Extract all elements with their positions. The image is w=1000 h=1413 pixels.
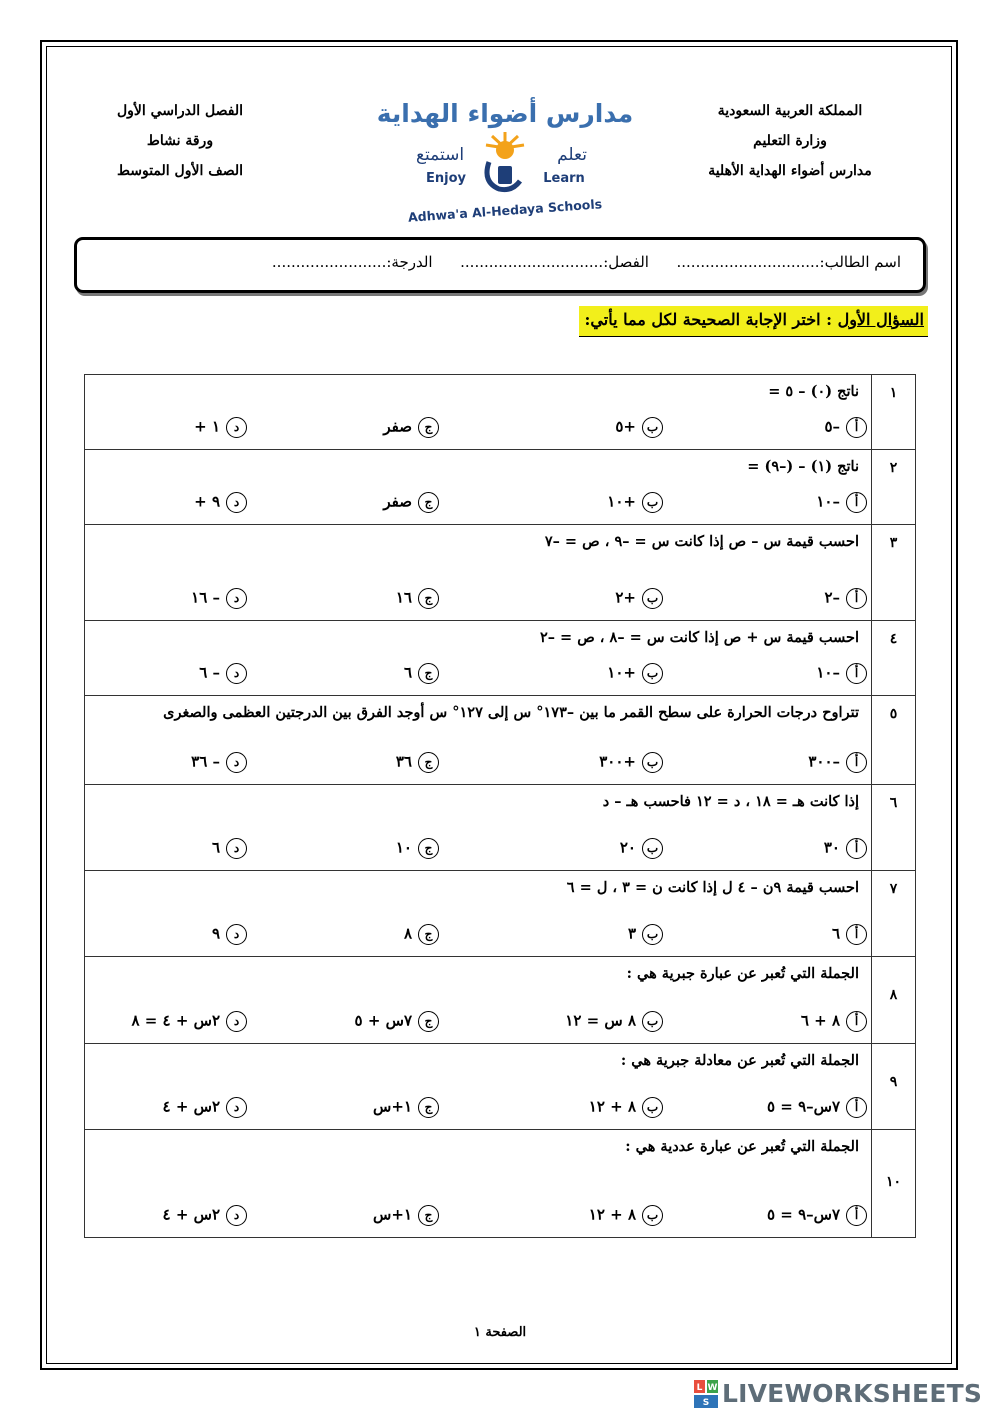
question-text: تتراوح درجات الحرارة على سطح القمر ما بين –١٧٣° س إلى ١٢٧° س أوجد الفرق بين الدرجتين العظمى والصغرى [163, 704, 859, 721]
option-letter-circle: ج [418, 1097, 439, 1118]
badge-letter-w: W [707, 1383, 718, 1393]
question-row [85, 696, 916, 785]
option-value: ١+س [373, 1097, 412, 1116]
answer-option[interactable] [47, 1205, 247, 1233]
question-number: ٧ [872, 871, 916, 957]
option-value: ٨ س = ١٢ [565, 1011, 636, 1030]
option-value: ٣ [627, 924, 636, 943]
option-value: ٨ [403, 924, 412, 943]
option-value: ٧س–٩ = ٥ [766, 1205, 840, 1224]
question-row [85, 871, 916, 957]
option-value: ٩ + [194, 492, 220, 511]
answer-options [85, 663, 871, 693]
header-right [680, 96, 900, 186]
student-name-label: اسم الطالب: [819, 253, 901, 271]
answer-option[interactable] [667, 663, 867, 691]
question-number: ١٠ [872, 1130, 916, 1238]
option-letter-circle: أ [846, 1205, 867, 1226]
answer-option[interactable] [463, 492, 663, 520]
answer-options [85, 1097, 871, 1127]
questions-table [84, 374, 916, 1238]
option-value: +١٠ [607, 663, 636, 682]
student-name-field[interactable]: .............................. [676, 253, 820, 271]
option-value: ١٦ [395, 588, 412, 607]
option-letter-circle: ب [642, 1011, 663, 1032]
page-number: الصفحة ١ [473, 1325, 527, 1340]
answer-option[interactable] [47, 492, 247, 520]
answer-option[interactable] [463, 1205, 663, 1233]
option-value: ٣٦ [395, 752, 412, 771]
header-ministry: وزارة التعليم [753, 133, 827, 149]
option-value: +٢ [615, 588, 636, 607]
question-number: ٩ [872, 1044, 916, 1130]
question-row [85, 1044, 916, 1130]
option-letter-circle: د [226, 1011, 247, 1032]
option-letter-circle: أ [846, 1011, 867, 1032]
liveworksheets-text: LIVEWORKSHEETS [722, 1379, 983, 1408]
question-row [85, 621, 916, 696]
question-body [85, 785, 872, 871]
answer-option[interactable] [239, 1097, 439, 1125]
answer-option[interactable] [47, 1011, 247, 1039]
option-letter-circle: ج [418, 492, 439, 513]
option-value: ٢س + ٤ [162, 1097, 220, 1116]
option-letter-circle: ب [642, 838, 663, 859]
answer-option[interactable] [667, 492, 867, 520]
badge-letter-s: S [702, 1398, 710, 1408]
question-text: احسب قيمة س + ص إذا كانت س = –٨ ، ص = –٢ [539, 629, 859, 646]
option-letter-circle: د [226, 492, 247, 513]
answer-options [85, 838, 871, 868]
question-number: ١ [872, 375, 916, 450]
answer-option[interactable] [463, 663, 663, 691]
question-text: إذا كانت هـ = ١٨ ، د = ١٢ فاحسب هـ – د [602, 793, 859, 810]
question-text: الجملة التي تُعبر عن عبارة عددية هي : [625, 1138, 859, 1155]
option-letter-circle: ب [642, 752, 663, 773]
logo-enjoy-ar: استمتع [415, 145, 465, 165]
answer-option[interactable] [239, 752, 439, 780]
question-row [85, 957, 916, 1044]
option-value: ٨ + ١٢ [588, 1097, 636, 1116]
answer-options [85, 924, 871, 954]
option-letter-circle: أ [846, 492, 867, 513]
answer-option[interactable] [47, 924, 247, 952]
header-school: مدارس أضواء الهداية الأهلية [708, 163, 872, 179]
student-class-field[interactable]: .............................. [460, 253, 604, 271]
logo-learn-ar: تعلم [557, 145, 587, 165]
answer-option[interactable] [667, 417, 867, 445]
option-letter-circle: ج [418, 588, 439, 609]
option-value: ١+س [373, 1205, 412, 1224]
option-letter-circle: أ [846, 417, 867, 438]
option-value: +١٠ [607, 492, 636, 511]
question-number: ٦ [872, 785, 916, 871]
answer-option[interactable] [667, 1205, 867, 1233]
header-semester: الفصل الدراسي الأول [116, 103, 244, 119]
question-body [85, 450, 872, 525]
option-value: ٢٠ [619, 838, 636, 857]
option-value: ٨ + ٦ [800, 1011, 840, 1030]
question-number: ٥ [872, 696, 916, 785]
answer-option[interactable] [239, 924, 439, 952]
option-letter-circle: د [226, 752, 247, 773]
question-text: الجملة التي تُعبر عن معادلة جبرية هي : [620, 1052, 859, 1069]
option-letter-circle: أ [846, 1097, 867, 1118]
option-value: ٩ [211, 924, 220, 943]
section-title [579, 306, 928, 337]
badge-letter-l: L [696, 1383, 703, 1393]
header-sheet-type: ورقة نشاط [146, 133, 214, 149]
option-value: +٣٠٠ [599, 752, 636, 771]
option-letter-circle: ب [642, 588, 663, 609]
option-value: ٦ [831, 924, 840, 943]
option-letter-circle: أ [846, 752, 867, 773]
answer-option[interactable] [239, 492, 439, 520]
answer-option[interactable] [463, 752, 663, 780]
option-letter-circle: ب [642, 1205, 663, 1226]
answer-option[interactable] [463, 1097, 663, 1125]
answer-option[interactable] [239, 663, 439, 691]
option-letter-circle: ج [418, 838, 439, 859]
answer-option[interactable] [239, 417, 439, 445]
answer-options [85, 588, 871, 618]
option-value: ٧س–٩ = ٥ [766, 1097, 840, 1116]
option-letter-circle: أ [846, 924, 867, 945]
question-body [85, 871, 872, 957]
option-value: ٢س + ٤ = ٨ [131, 1011, 220, 1030]
question-body [85, 1044, 872, 1130]
question-body [85, 696, 872, 785]
answer-option[interactable] [667, 924, 867, 952]
question-row [85, 375, 916, 450]
option-letter-circle: ج [418, 417, 439, 438]
answer-option[interactable] [463, 924, 663, 952]
answer-option[interactable] [667, 1011, 867, 1039]
answer-option[interactable] [47, 663, 247, 691]
question-row [85, 785, 916, 871]
answer-option[interactable] [47, 752, 247, 780]
answer-option[interactable] [239, 838, 439, 866]
option-value: صفر [383, 417, 412, 436]
answer-option[interactable] [667, 838, 867, 866]
question-row [85, 450, 916, 525]
student-class-label: الفصل: [603, 253, 649, 271]
option-value: –١٠ [816, 663, 840, 682]
option-value: +٥ [615, 417, 636, 436]
option-value: –٥ [824, 417, 840, 436]
question-body [85, 1130, 872, 1238]
question-text: احسب قيمة ٩ن – ٤ ل إذا كانت ن = ٣ ، ل = ٦ [566, 879, 859, 896]
option-letter-circle: ب [642, 924, 663, 945]
answer-option[interactable] [239, 1011, 439, 1039]
student-grade-label: الدرجة: [386, 253, 433, 271]
question-row [85, 525, 916, 621]
answer-option[interactable] [239, 588, 439, 616]
option-letter-circle: ج [418, 924, 439, 945]
option-value: ٣٠ [823, 838, 840, 857]
logo-enjoy-en: Enjoy [426, 171, 466, 186]
answer-options [85, 752, 871, 782]
option-value: –٢ [824, 588, 840, 607]
student-info-box [74, 237, 926, 293]
liveworksheets-badge-icon [694, 1380, 720, 1408]
option-value: ٨ + ١٢ [588, 1205, 636, 1224]
logo-arabic-name: مدارس أضواء الهداية [376, 99, 634, 128]
answer-option[interactable] [667, 752, 867, 780]
option-letter-circle: ج [418, 1205, 439, 1226]
answer-options [85, 492, 871, 522]
logo-learn-en: Learn [543, 171, 585, 186]
option-letter-circle: ج [418, 752, 439, 773]
answer-option[interactable] [463, 588, 663, 616]
answer-options [85, 1011, 871, 1041]
option-letter-circle: ج [418, 1011, 439, 1032]
option-letter-circle: أ [846, 663, 867, 684]
header-kingdom: المملكة العربية السعودية [717, 103, 863, 119]
option-letter-circle: ج [418, 663, 439, 684]
question-body [85, 957, 872, 1044]
option-letter-circle: د [226, 924, 247, 945]
option-letter-circle: د [226, 417, 247, 438]
question-number: ٢ [872, 450, 916, 525]
answer-options [85, 1205, 871, 1235]
option-value: ٢س + ٤ [162, 1205, 220, 1224]
question-text: احسب قيمة س – ص إذا كانت س = –٩ ، ص = –٧ [544, 533, 859, 550]
header-left [100, 96, 260, 186]
option-value: – ١٦ [191, 588, 220, 607]
option-value: ٦ [211, 838, 220, 857]
student-grade-field[interactable]: ........................ [271, 253, 387, 271]
section-title-underlined: السؤال الأول [837, 310, 924, 329]
question-body [85, 375, 872, 450]
option-letter-circle: ب [642, 1097, 663, 1118]
option-value: ١ + [194, 417, 220, 436]
question-text: ناتج (٠) – ٥ = [768, 383, 859, 400]
question-row [85, 1130, 916, 1238]
answer-option[interactable] [239, 1205, 439, 1233]
answer-option[interactable] [47, 417, 247, 445]
answer-option[interactable] [463, 1011, 663, 1039]
school-logo [376, 78, 634, 228]
option-letter-circle: د [226, 1205, 247, 1226]
option-letter-circle: د [226, 588, 247, 609]
option-letter-circle: د [226, 1097, 247, 1118]
answer-option[interactable] [47, 1097, 247, 1125]
question-text: ناتج (١) – (–٩) = [747, 458, 859, 475]
answer-option[interactable] [667, 588, 867, 616]
option-letter-circle: أ [846, 588, 867, 609]
question-body [85, 621, 872, 696]
option-letter-circle: أ [846, 838, 867, 859]
question-body [85, 525, 872, 621]
question-number: ٣ [872, 525, 916, 621]
option-letter-circle: ب [642, 663, 663, 684]
option-letter-circle: ب [642, 492, 663, 513]
answer-option[interactable] [47, 588, 247, 616]
option-value: –١٠ [816, 492, 840, 511]
section-title-rest: : اختر الإجابة الصحيحة لكل مما يأتي: [584, 310, 838, 329]
question-number: ٨ [872, 957, 916, 1044]
logo-emblem-icon [486, 132, 524, 190]
option-value: – ٦ [199, 663, 220, 682]
option-value: صفر [383, 492, 412, 511]
header-grade: الصف الأول المتوسط [116, 163, 244, 179]
question-number: ٤ [872, 621, 916, 696]
option-value: ٦ [403, 663, 412, 682]
option-value: – ٣٦ [191, 752, 220, 771]
option-value: ٧س + ٥ [354, 1011, 412, 1030]
answer-options [85, 417, 871, 447]
option-value: –٣٠٠ [808, 752, 840, 771]
logo-school-en: Adhwa'a Al-Hedaya Schools [407, 196, 603, 225]
option-letter-circle: د [226, 663, 247, 684]
option-letter-circle: ب [642, 417, 663, 438]
option-letter-circle: د [226, 838, 247, 859]
answer-option[interactable] [47, 838, 247, 866]
question-text: الجملة التي تُعبر عن عبارة جبرية هي : [626, 965, 859, 982]
option-value: ١٠ [395, 838, 412, 857]
answer-option[interactable] [667, 1097, 867, 1125]
answer-option[interactable] [463, 417, 663, 445]
answer-option[interactable] [463, 838, 663, 866]
